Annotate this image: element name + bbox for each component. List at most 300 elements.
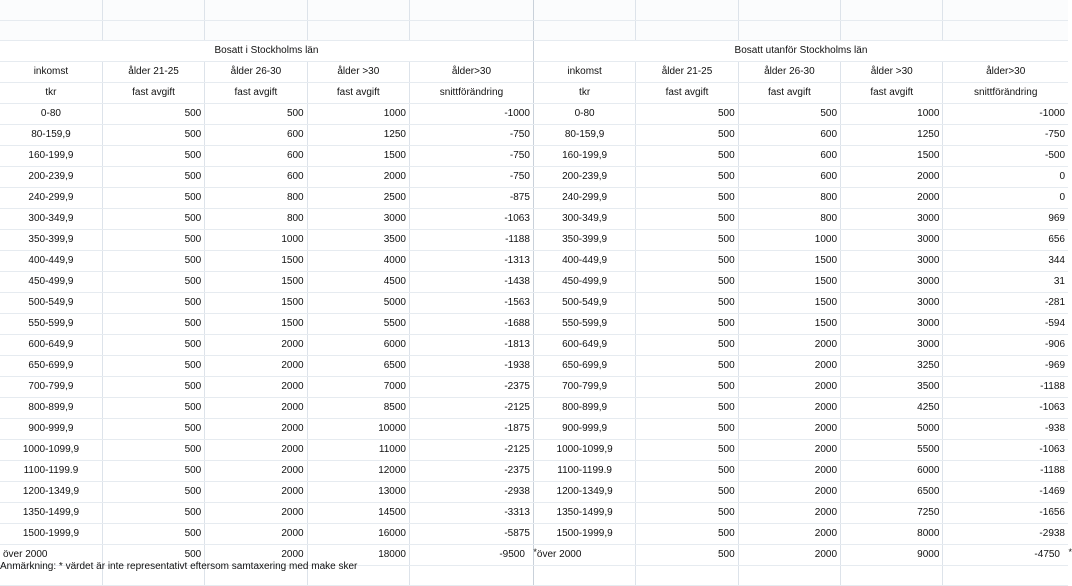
value-cell[interactable]	[943, 272, 1068, 293]
value-cell[interactable]	[738, 125, 840, 146]
value-cell[interactable]	[636, 461, 738, 482]
value-cell[interactable]	[841, 209, 943, 230]
income-cell[interactable]	[533, 461, 635, 482]
cell-text: 2000	[281, 486, 304, 498]
value-cell[interactable]	[102, 377, 204, 398]
cell-text: 500	[184, 171, 202, 183]
value-cell[interactable]	[943, 440, 1068, 461]
value-cell[interactable]	[410, 482, 534, 503]
value-cell[interactable]	[205, 125, 307, 146]
value-cell[interactable]	[841, 251, 943, 272]
value-cell[interactable]	[738, 188, 840, 209]
value-cell[interactable]	[943, 503, 1068, 524]
value-cell[interactable]	[738, 146, 840, 167]
income-cell[interactable]	[533, 503, 635, 524]
cell-text: 550-599,9	[28, 318, 74, 330]
income-cell[interactable]	[533, 398, 635, 419]
empty-cell[interactable]	[533, 20, 635, 40]
empty-cell[interactable]	[943, 20, 1068, 40]
value-cell[interactable]	[943, 125, 1068, 146]
income-cell[interactable]	[533, 377, 635, 398]
value-cell[interactable]	[205, 104, 307, 125]
value-cell[interactable]	[636, 356, 738, 377]
income-cell[interactable]	[0, 482, 102, 503]
empty-cell[interactable]	[0, 0, 102, 20]
column-header[interactable]: fast avgift	[205, 83, 307, 104]
value-cell[interactable]	[102, 251, 204, 272]
value-cell[interactable]	[410, 314, 534, 335]
value-cell[interactable]	[307, 251, 409, 272]
value-cell[interactable]	[636, 440, 738, 461]
table-row	[0, 440, 1068, 461]
value-cell[interactable]	[410, 335, 534, 356]
value-cell[interactable]	[738, 356, 840, 377]
value-cell[interactable]	[738, 398, 840, 419]
value-cell[interactable]	[307, 209, 409, 230]
income-cell[interactable]	[533, 356, 635, 377]
value-cell[interactable]	[307, 503, 409, 524]
value-cell[interactable]	[410, 125, 534, 146]
value-cell[interactable]	[636, 545, 738, 566]
value-cell[interactable]	[636, 188, 738, 209]
empty-cell[interactable]	[943, 0, 1068, 20]
value-cell[interactable]	[841, 545, 943, 566]
column-header[interactable]: ålder 26-30	[205, 62, 307, 83]
value-cell[interactable]	[410, 167, 534, 188]
value-cell[interactable]	[841, 188, 943, 209]
value-cell[interactable]	[410, 356, 534, 377]
value-cell[interactable]	[307, 167, 409, 188]
value-cell[interactable]	[410, 503, 534, 524]
value-cell[interactable]	[841, 125, 943, 146]
value-cell[interactable]	[943, 188, 1068, 209]
value-cell[interactable]	[410, 209, 534, 230]
value-cell[interactable]	[636, 314, 738, 335]
value-cell[interactable]	[738, 419, 840, 440]
value-cell[interactable]	[205, 440, 307, 461]
value-cell[interactable]	[943, 104, 1068, 125]
value-cell[interactable]	[841, 272, 943, 293]
income-cell[interactable]	[533, 251, 635, 272]
value-cell[interactable]	[102, 335, 204, 356]
value-cell[interactable]	[841, 419, 943, 440]
value-cell[interactable]	[738, 167, 840, 188]
empty-cell[interactable]	[410, 0, 534, 20]
value-cell[interactable]	[307, 461, 409, 482]
value-cell[interactable]	[410, 377, 534, 398]
column-header[interactable]: ålder>30	[410, 62, 534, 83]
cell-text: 500	[820, 108, 838, 120]
value-cell[interactable]	[636, 209, 738, 230]
value-cell[interactable]	[102, 524, 204, 545]
value-cell[interactable]	[205, 209, 307, 230]
cell-text: 1500	[383, 150, 406, 162]
cell-text: 2000	[814, 465, 838, 477]
income-cell[interactable]	[533, 524, 635, 545]
footnote: Anmärkning: * värdet är inte representativt eftersom samtaxering med make sker	[0, 561, 358, 572]
section-title-outside[interactable]: Bosatt utanför Stockholms län	[533, 41, 1068, 62]
value-cell[interactable]	[636, 377, 738, 398]
column-header[interactable]: snittförändring	[943, 83, 1068, 104]
value-cell[interactable]	[307, 272, 409, 293]
value-cell[interactable]	[307, 482, 409, 503]
cell-text: 500	[717, 528, 735, 540]
value-cell[interactable]	[205, 398, 307, 419]
value-cell[interactable]	[410, 146, 534, 167]
value-cell[interactable]	[738, 272, 840, 293]
value-cell[interactable]	[307, 398, 409, 419]
value-cell[interactable]	[943, 461, 1068, 482]
value-cell[interactable]	[841, 335, 943, 356]
empty-cell[interactable]	[0, 20, 102, 40]
value-cell[interactable]	[205, 461, 307, 482]
value-cell[interactable]	[738, 503, 840, 524]
income-cell[interactable]	[533, 314, 635, 335]
value-cell[interactable]	[410, 104, 534, 125]
empty-cell[interactable]	[636, 566, 738, 586]
value-cell[interactable]	[738, 545, 840, 566]
value-cell[interactable]	[841, 482, 943, 503]
income-cell[interactable]	[0, 104, 102, 125]
income-cell[interactable]	[533, 188, 635, 209]
income-cell[interactable]	[0, 230, 102, 251]
value-cell[interactable]	[636, 293, 738, 314]
empty-cell[interactable]	[307, 20, 409, 40]
value-cell[interactable]	[410, 545, 537, 566]
value-cell[interactable]	[410, 398, 534, 419]
income-cell[interactable]	[533, 440, 635, 461]
empty-cell[interactable]	[841, 0, 943, 20]
column-header[interactable]: snittförändring	[410, 83, 534, 104]
cell-text: 2000	[814, 339, 838, 351]
column-header[interactable]: tkr	[533, 83, 635, 104]
value-cell[interactable]	[738, 461, 840, 482]
value-cell[interactable]	[102, 440, 204, 461]
empty-cell[interactable]	[943, 566, 1068, 586]
value-cell[interactable]	[102, 272, 204, 293]
value-cell[interactable]	[841, 293, 943, 314]
table-row	[0, 167, 1068, 188]
income-cell[interactable]	[0, 524, 102, 545]
value-cell[interactable]	[636, 167, 738, 188]
value-cell[interactable]	[205, 314, 307, 335]
value-cell[interactable]	[943, 377, 1068, 398]
cell-text: 344	[1048, 255, 1065, 267]
value-cell[interactable]	[307, 377, 409, 398]
value-cell[interactable]	[841, 524, 943, 545]
value-cell[interactable]	[738, 251, 840, 272]
value-cell[interactable]	[205, 377, 307, 398]
value-cell[interactable]	[102, 167, 204, 188]
value-cell[interactable]	[102, 209, 204, 230]
empty-cell[interactable]	[636, 20, 738, 40]
empty-cell[interactable]	[841, 566, 943, 586]
income-cell[interactable]	[0, 356, 102, 377]
empty-cell[interactable]	[410, 566, 534, 586]
income-cell[interactable]	[0, 398, 102, 419]
value-cell[interactable]	[841, 146, 943, 167]
value-cell[interactable]	[738, 230, 840, 251]
value-cell[interactable]	[102, 293, 204, 314]
value-cell[interactable]	[102, 419, 204, 440]
value-cell[interactable]	[307, 104, 409, 125]
value-cell[interactable]	[205, 482, 307, 503]
column-header[interactable]: fast avgift	[307, 83, 409, 104]
value-cell[interactable]	[205, 146, 307, 167]
empty-cell[interactable]	[636, 0, 738, 20]
empty-cell[interactable]	[738, 0, 840, 20]
value-cell[interactable]	[636, 146, 738, 167]
value-cell[interactable]	[943, 314, 1068, 335]
value-cell[interactable]	[410, 230, 534, 251]
value-cell[interactable]	[410, 272, 534, 293]
cell-text: över 2000	[3, 549, 48, 561]
value-cell[interactable]	[410, 440, 534, 461]
cell-text: 2000	[383, 171, 406, 183]
value-cell[interactable]	[841, 461, 943, 482]
empty-cell[interactable]	[533, 566, 635, 586]
column-header[interactable]: fast avgift	[102, 83, 204, 104]
value-cell[interactable]	[841, 230, 943, 251]
value-cell[interactable]	[943, 251, 1068, 272]
empty-cell[interactable]	[738, 20, 840, 40]
empty-cell[interactable]	[533, 0, 635, 20]
value-cell[interactable]	[636, 419, 738, 440]
cell-text: 5500	[917, 444, 940, 456]
value-cell[interactable]	[102, 314, 204, 335]
value-cell[interactable]	[205, 272, 307, 293]
empty-cell[interactable]	[102, 0, 204, 20]
value-cell[interactable]	[102, 503, 204, 524]
cell-text: 500	[717, 549, 735, 561]
empty-cell[interactable]	[102, 20, 204, 40]
value-cell[interactable]	[205, 293, 307, 314]
value-cell[interactable]	[943, 545, 1072, 566]
value-cell[interactable]	[102, 482, 204, 503]
cell-text: -1000	[504, 108, 530, 120]
income-cell[interactable]	[0, 272, 102, 293]
empty-cell[interactable]	[410, 20, 534, 40]
column-header[interactable]: ålder 21-25	[102, 62, 204, 83]
value-cell[interactable]	[738, 482, 840, 503]
value-cell[interactable]	[205, 188, 307, 209]
income-cell[interactable]	[533, 146, 635, 167]
value-cell[interactable]	[738, 293, 840, 314]
value-cell[interactable]	[943, 356, 1068, 377]
value-cell[interactable]	[410, 419, 534, 440]
income-cell[interactable]	[0, 503, 102, 524]
value-cell[interactable]	[738, 335, 840, 356]
value-cell[interactable]	[102, 146, 204, 167]
value-cell[interactable]	[943, 230, 1068, 251]
column-header[interactable]: ålder >30	[841, 62, 943, 83]
income-cell[interactable]	[533, 293, 635, 314]
value-cell[interactable]	[636, 398, 738, 419]
empty-cell[interactable]	[205, 20, 307, 40]
column-header[interactable]: fast avgift	[636, 83, 738, 104]
value-cell[interactable]	[205, 356, 307, 377]
income-cell[interactable]	[533, 167, 635, 188]
empty-cell[interactable]	[205, 0, 307, 20]
value-cell[interactable]	[205, 503, 307, 524]
value-cell[interactable]	[636, 272, 738, 293]
value-cell[interactable]	[205, 230, 307, 251]
income-cell[interactable]	[533, 419, 635, 440]
cell-text: över 2000	[536, 549, 582, 561]
value-cell[interactable]	[943, 293, 1068, 314]
cell-text: 0	[1059, 171, 1065, 183]
cell-text: 0-80	[40, 108, 61, 120]
value-cell[interactable]	[738, 209, 840, 230]
value-cell[interactable]	[738, 524, 840, 545]
value-cell[interactable]	[943, 482, 1068, 503]
value-cell[interactable]	[102, 104, 204, 125]
column-header[interactable]: ålder >30	[307, 62, 409, 83]
table-row	[0, 482, 1068, 503]
value-cell[interactable]	[307, 293, 409, 314]
value-cell[interactable]	[738, 377, 840, 398]
value-cell[interactable]	[636, 503, 738, 524]
cell-text: 500	[717, 276, 735, 288]
cell-text: -750	[509, 171, 530, 183]
income-cell[interactable]	[0, 314, 102, 335]
income-cell[interactable]	[0, 251, 102, 272]
cell-text: 4250	[917, 402, 940, 414]
value-cell[interactable]	[841, 377, 943, 398]
income-cell[interactable]	[0, 461, 102, 482]
column-header[interactable]: tkr	[0, 83, 102, 104]
cell-text: 800	[286, 213, 304, 225]
income-cell[interactable]	[0, 146, 102, 167]
income-cell[interactable]	[533, 125, 635, 146]
value-cell[interactable]	[410, 188, 534, 209]
income-cell[interactable]	[533, 230, 635, 251]
cell-text: -1563	[504, 297, 530, 309]
value-cell[interactable]	[307, 440, 409, 461]
value-cell[interactable]	[943, 167, 1068, 188]
income-cell[interactable]	[533, 209, 635, 230]
value-cell[interactable]	[636, 251, 738, 272]
cell-text: 1500-1999,9	[22, 528, 80, 540]
value-cell[interactable]	[943, 524, 1068, 545]
value-cell[interactable]	[636, 524, 738, 545]
income-cell[interactable]	[0, 419, 102, 440]
column-header[interactable]: inkomst	[0, 62, 102, 83]
value-cell[interactable]	[738, 314, 840, 335]
value-cell[interactable]	[307, 356, 409, 377]
value-cell[interactable]	[102, 125, 204, 146]
value-cell[interactable]	[636, 125, 738, 146]
value-cell[interactable]	[410, 293, 534, 314]
income-cell[interactable]	[0, 440, 102, 461]
value-cell[interactable]	[841, 104, 943, 125]
value-cell[interactable]	[943, 335, 1068, 356]
value-cell[interactable]	[841, 167, 943, 188]
value-cell[interactable]	[841, 314, 943, 335]
income-cell[interactable]	[533, 482, 635, 503]
income-cell[interactable]	[0, 167, 102, 188]
income-cell[interactable]	[0, 335, 102, 356]
value-cell[interactable]	[102, 398, 204, 419]
value-cell[interactable]	[205, 524, 307, 545]
value-cell[interactable]	[841, 398, 943, 419]
value-cell[interactable]	[102, 461, 204, 482]
value-cell[interactable]	[307, 146, 409, 167]
income-cell[interactable]	[0, 188, 102, 209]
value-cell[interactable]	[943, 419, 1068, 440]
value-cell[interactable]	[943, 398, 1068, 419]
cell-text: 900-999,9	[562, 423, 608, 435]
value-cell[interactable]	[102, 230, 204, 251]
value-cell[interactable]	[841, 503, 943, 524]
value-cell[interactable]	[102, 188, 204, 209]
column-header[interactable]: ålder 21-25	[636, 62, 738, 83]
value-cell[interactable]	[205, 335, 307, 356]
value-cell[interactable]	[738, 104, 840, 125]
value-cell[interactable]	[410, 524, 534, 545]
value-cell[interactable]	[943, 146, 1068, 167]
value-cell[interactable]	[307, 335, 409, 356]
value-cell[interactable]	[636, 335, 738, 356]
income-cell[interactable]	[0, 125, 102, 146]
income-cell[interactable]	[0, 293, 102, 314]
cell-text: 700-799,9	[562, 381, 608, 393]
column-header[interactable]: fast avgift	[841, 83, 943, 104]
value-cell[interactable]	[307, 230, 409, 251]
cell-text: 500	[184, 465, 202, 477]
section-title-stockholm[interactable]: Bosatt i Stockholms län	[0, 41, 533, 62]
column-header[interactable]: fast avgift	[738, 83, 840, 104]
value-cell[interactable]	[307, 419, 409, 440]
income-cell[interactable]	[533, 335, 635, 356]
value-cell[interactable]	[205, 251, 307, 272]
value-cell[interactable]	[841, 440, 943, 461]
income-cell[interactable]	[0, 209, 102, 230]
column-header[interactable]: inkomst	[533, 62, 635, 83]
cell-text: 969	[1048, 213, 1065, 225]
value-cell[interactable]	[943, 209, 1068, 230]
value-cell[interactable]	[307, 125, 409, 146]
cell-text: 31	[1053, 276, 1065, 288]
empty-cell[interactable]	[738, 566, 840, 586]
cell-text: 500	[184, 549, 202, 561]
value-cell[interactable]	[410, 461, 534, 482]
column-header[interactable]: ålder>30	[943, 62, 1068, 83]
value-cell[interactable]	[738, 440, 840, 461]
value-cell[interactable]	[841, 356, 943, 377]
value-cell[interactable]	[205, 419, 307, 440]
value-cell[interactable]	[410, 251, 534, 272]
value-cell[interactable]	[307, 524, 409, 545]
empty-cell[interactable]	[841, 20, 943, 40]
column-header[interactable]: ålder 26-30	[738, 62, 840, 83]
income-cell[interactable]	[533, 545, 635, 566]
value-cell[interactable]	[636, 230, 738, 251]
value-cell[interactable]	[205, 167, 307, 188]
empty-cell[interactable]	[307, 0, 409, 20]
cell-text: 656	[1048, 234, 1065, 246]
value-cell[interactable]	[636, 104, 738, 125]
cell-text: 160-199,9	[28, 150, 74, 162]
value-cell[interactable]	[102, 356, 204, 377]
value-cell[interactable]	[307, 314, 409, 335]
income-cell[interactable]	[0, 377, 102, 398]
income-cell[interactable]	[533, 104, 635, 125]
income-cell[interactable]	[533, 272, 635, 293]
value-cell[interactable]	[307, 188, 409, 209]
value-cell[interactable]	[636, 482, 738, 503]
table-row	[0, 104, 1068, 125]
